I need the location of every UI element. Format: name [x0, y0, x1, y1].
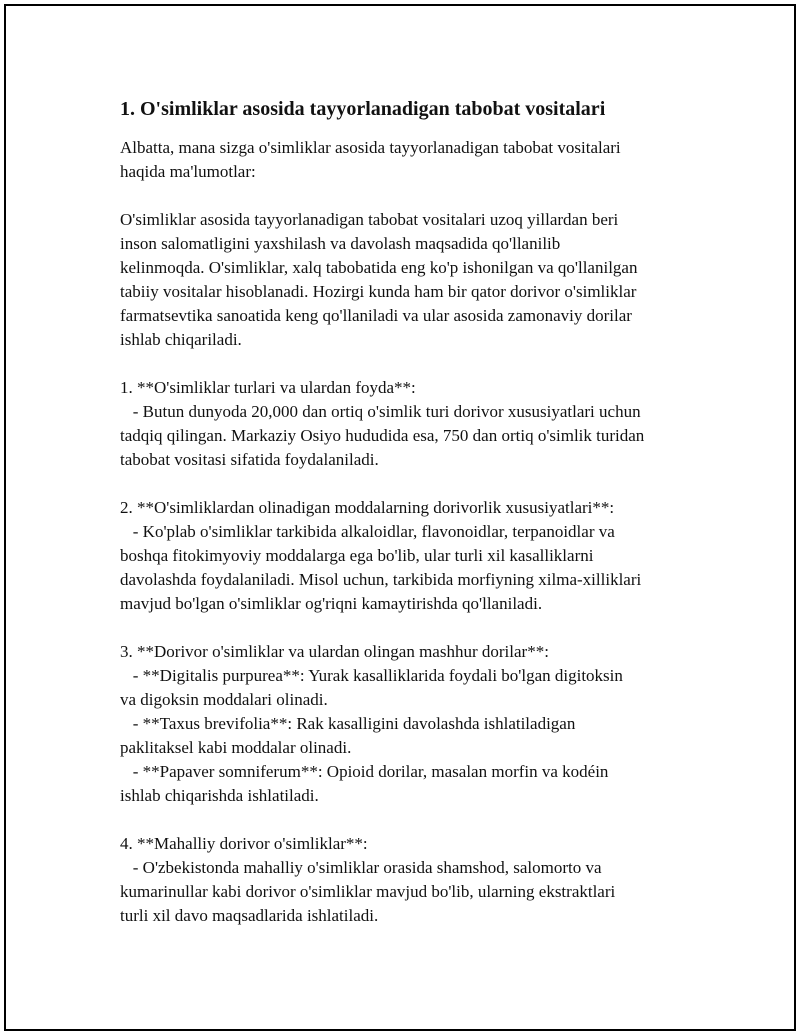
text-line: tabobat vositasi sifatida foydalaniladi. — [120, 450, 379, 469]
text-line: mavjud bo'lgan o'simliklar og'riqni kamaytirishda qo'llaniladi. — [120, 594, 543, 613]
text-line: davolashda foydalaniladi. Misol uchun, tarkibida morfiyning xilma-xilliklari — [120, 570, 642, 589]
section-heading: 2. **O'simliklardan olinadigan moddalarning dorivorlik xususiyatlari**: — [120, 498, 615, 517]
paragraph-overview — [120, 208, 710, 352]
section-heading: 4. **Mahalliy dorivor o'simliklar**: — [120, 834, 368, 853]
text-line: - **Taxus brevifolia**: Rak kasalligini davolashda ishlatiladigan — [120, 714, 576, 733]
text-line: turli xil davo maqsadlarida ishlatiladi. — [120, 906, 379, 925]
text-line: - Ko'plab o'simliklar tarkibida alkaloidlar, flavonoidlar, terpanoidlar va — [120, 522, 615, 541]
text-line: - Butun dunyoda 20,000 dan ortiq o'simlik turi dorivor xususiyatlari uchun — [120, 402, 641, 421]
text-line: kelinmoqda. O'simliklar, xalq tabobatida eng ko'p ishonilgan va qo'llanilgan — [120, 258, 638, 277]
text-line: boshqa fitokimyoviy moddalarga ega bo'lib, ular turli xil kasalliklarni — [120, 546, 594, 565]
section-local-plants — [120, 832, 710, 928]
text-line: paklitaksel kabi moddalar olinadi. — [120, 738, 352, 757]
text-line: kumarinullar kabi dorivor o'simliklar mavjud bo'lib, ularning ekstraktlari — [120, 882, 616, 901]
section-heading: 1. **O'simliklar turlari va ulardan foyda**: — [120, 378, 416, 397]
document-body — [120, 96, 710, 952]
text-line: tadqiq qilingan. Markaziy Osiyo hududida esa, 750 dan ortiq o'simlik turidan — [120, 426, 645, 445]
text-line: Albatta, mana sizga o'simliklar asosida tayyorlanadigan tabobat vositalari — [120, 138, 621, 157]
text-line: - **Digitalis purpurea**: Yurak kasalliklarida foydali bo'lgan digitoksin — [120, 666, 623, 685]
text-line: O'simliklar asosida tayyorlanadigan tabobat vositalari uzoq yillardan beri — [120, 210, 619, 229]
text-line: ishlab chiqarishda ishlatiladi. — [120, 786, 319, 805]
section-medicinal-properties — [120, 496, 710, 616]
text-line: - O'zbekistonda mahalliy o'simliklar orasida shamshod, salomorto va — [120, 858, 602, 877]
text-line: inson salomatligini yaxshilash va davolash maqsadida qo'llanilib — [120, 234, 561, 253]
text-line: ishlab chiqariladi. — [120, 330, 242, 349]
text-line: tabiiy vositalar hisoblanadi. Hozirgi kunda ham bir qator dorivor o'simliklar — [120, 282, 637, 301]
document-title: 1. O'simliklar asosida tayyorlanadigan tabobat vositalari — [120, 98, 606, 120]
text-line: va digoksin moddalari olinadi. — [120, 690, 328, 709]
paragraph-intro — [120, 136, 710, 184]
section-plant-types — [120, 376, 710, 472]
section-famous-drugs — [120, 640, 710, 808]
section-heading: 3. **Dorivor o'simliklar va ulardan olingan mashhur dorilar**: — [120, 642, 549, 661]
text-line: haqida ma'lumotlar: — [120, 162, 256, 181]
text-line: farmatsevtika sanoatida keng qo'llaniladi va ular asosida zamonaviy dorilar — [120, 306, 632, 325]
text-line: - **Papaver somniferum**: Opioid dorilar, masalan morfin va kodéin — [120, 762, 609, 781]
document-page — [4, 4, 796, 1031]
